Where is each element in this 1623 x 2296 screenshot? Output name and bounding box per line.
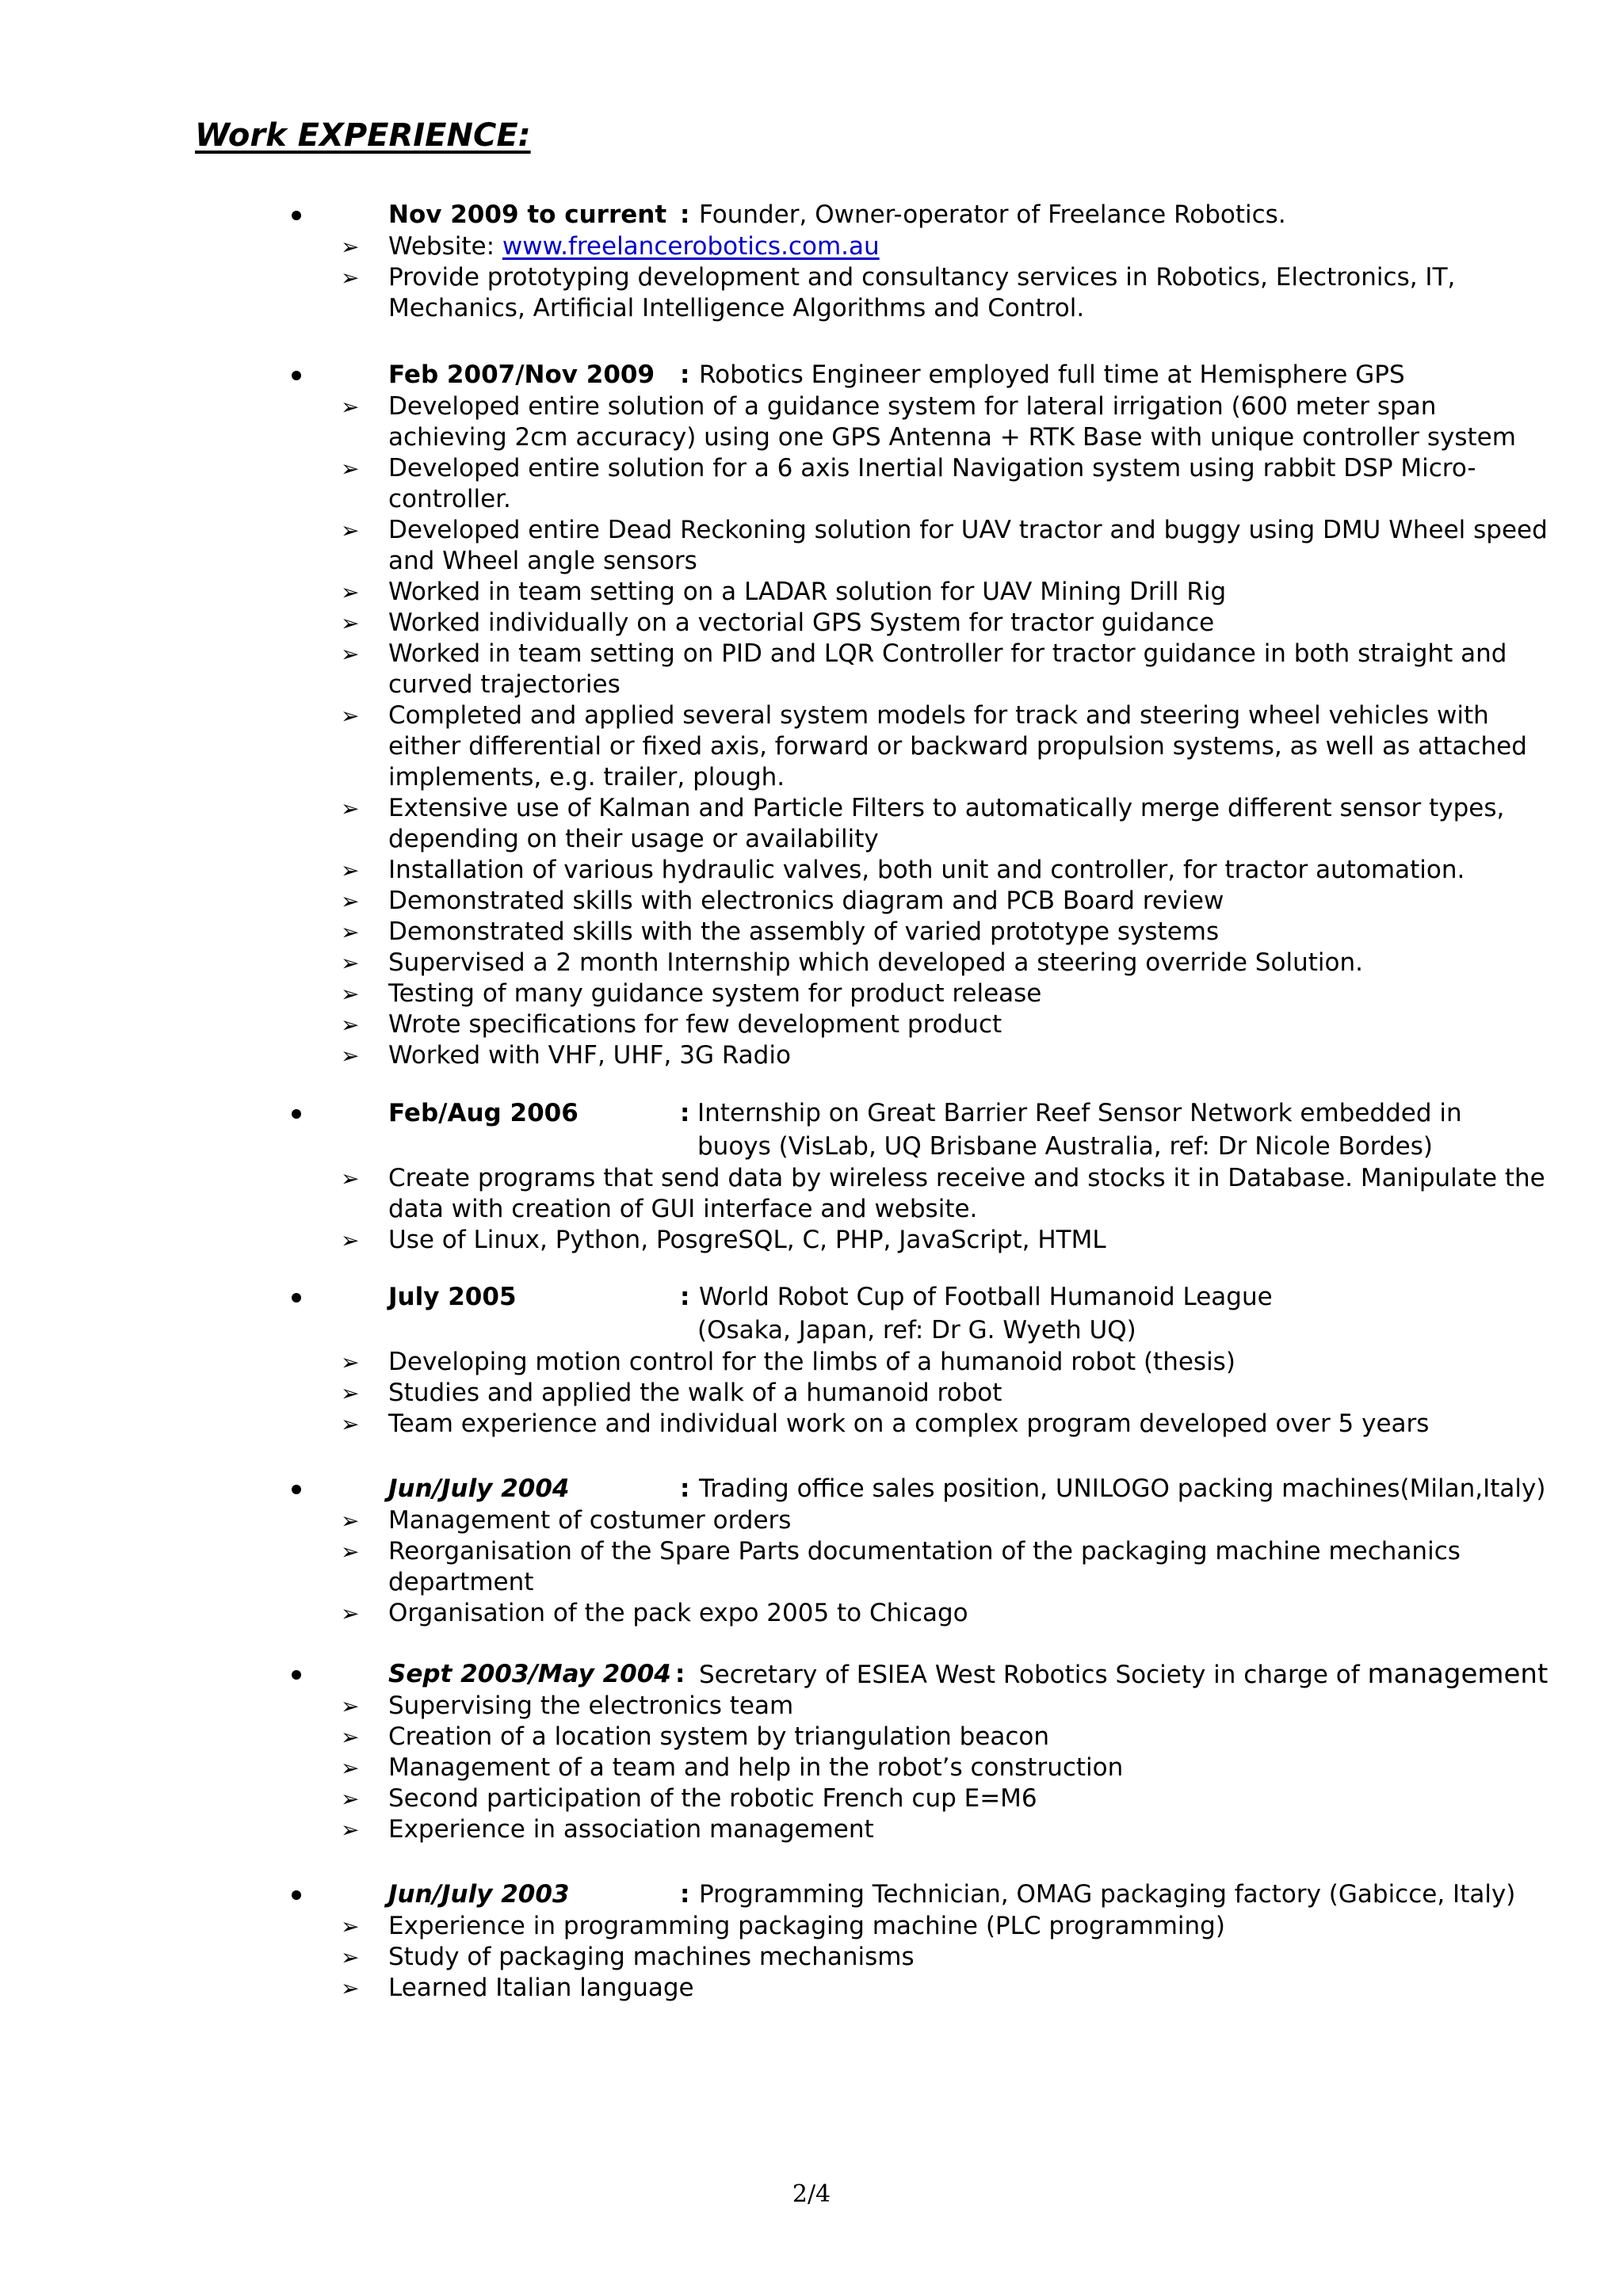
entry-date: Nov 2009 to current — [388, 200, 667, 229]
list-item — [0, 917, 1623, 948]
list-item — [0, 1163, 1623, 1225]
list-item-text: Wrote specifications for few development product — [388, 1010, 1002, 1039]
entry-title — [699, 1657, 1548, 1691]
list-item-text: Create programs that send data by wireless receive and stocks it in Database. Manipulate the data with creation of GUI interface and website. — [388, 1164, 1545, 1223]
bullet-dot-icon — [292, 1485, 301, 1494]
entry-colon: : — [680, 200, 690, 229]
list-item — [0, 1505, 1623, 1536]
entry-unilogo — [0, 1472, 1623, 1629]
list-item-text: Developed entire Dead Reckoning solution for UAV tractor and buggy using DMU Wheel speed and Wheel angle sensors — [388, 516, 1548, 575]
list-item-text: Worked with VHF, UHF, 3G Radio — [388, 1041, 791, 1070]
entry-colon: : — [680, 1474, 690, 1503]
list-item — [0, 700, 1623, 793]
arrowhead-bullet-icon: ➢ — [341, 1380, 360, 1406]
entry-item-list — [0, 1505, 1623, 1629]
entry-title-continued: buoys (VisLab, UQ Brisbane Australia, ref: Dr Nicole Bordes) — [697, 1132, 1433, 1161]
list-item — [0, 855, 1623, 886]
arrowhead-bullet-icon: ➢ — [341, 795, 360, 822]
list-item — [0, 1409, 1623, 1440]
entry-date: Jun/July 2004 — [388, 1474, 570, 1503]
arrowhead-bullet-icon: ➢ — [341, 579, 360, 605]
entry-date: Jun/July 2003 — [388, 1880, 570, 1909]
page-number: 2/4 — [792, 2180, 831, 2208]
list-item — [0, 1347, 1623, 1378]
list-item-text: Supervised a 2 month Internship which developed a steering override Solution. — [388, 948, 1363, 977]
section-heading: Work EXPERIENCE: — [195, 117, 531, 154]
list-item-text: Demonstrated skills with the assembly of varied prototype systems — [388, 917, 1220, 946]
list-item — [0, 793, 1623, 855]
bullet-dot-icon — [292, 1890, 301, 1900]
arrowhead-bullet-icon: ➢ — [341, 234, 360, 260]
entry-header — [0, 1097, 1623, 1163]
entry-colon: : — [680, 1880, 690, 1909]
list-item — [0, 1942, 1623, 1973]
arrowhead-bullet-icon: ➢ — [341, 703, 360, 729]
bullet-dot-icon — [292, 1293, 301, 1302]
list-item-text: Management of costumer orders — [388, 1506, 792, 1535]
arrowhead-bullet-icon: ➢ — [341, 517, 360, 543]
list-item-text: Worked in team setting on a LADAR solution for UAV Mining Drill Rig — [388, 578, 1227, 606]
list-item — [0, 1814, 1623, 1845]
list-item — [0, 1911, 1623, 1942]
arrowhead-bullet-icon: ➢ — [341, 1693, 360, 1719]
entry-title-continued: (Osaka, Japan, ref: Dr G. Wyeth UQ) — [697, 1316, 1136, 1344]
arrowhead-bullet-icon: ➢ — [341, 1508, 360, 1534]
arrowhead-bullet-icon: ➢ — [341, 394, 360, 420]
entry-header — [0, 1878, 1623, 1911]
entry-title: World Robot Cup of Football Humanoid League — [699, 1283, 1273, 1311]
list-item-text: Extensive use of Kalman and Particle Filters to automatically merge different sensor types, depending on their usage or availability — [388, 794, 1505, 853]
arrowhead-bullet-icon: ➢ — [341, 456, 360, 482]
entry-colon: : — [680, 1283, 690, 1311]
list-item — [0, 1691, 1623, 1722]
arrowhead-bullet-icon: ➢ — [341, 919, 360, 945]
entry-header — [0, 1657, 1623, 1691]
entry-header — [0, 198, 1623, 231]
list-item — [0, 453, 1623, 515]
list-item — [0, 1536, 1623, 1598]
entry-title: Trading office sales position, UNILOGO packing machines(Milan,Italy) — [699, 1474, 1546, 1503]
arrowhead-bullet-icon: ➢ — [341, 610, 360, 636]
entry-date: Sept 2003/May 2004 — [388, 1660, 671, 1688]
list-item-text: Developing motion control for the limbs of a humanoid robot (thesis) — [388, 1348, 1235, 1376]
list-item — [0, 1783, 1623, 1814]
entry-hemisphere-gps — [0, 358, 1623, 1071]
list-item — [0, 231, 1623, 262]
list-item — [0, 978, 1623, 1009]
arrowhead-bullet-icon: ➢ — [341, 1539, 360, 1565]
list-item-text: Organisation of the pack expo 2005 to Chicago — [388, 1599, 968, 1627]
entry-vislab-internship — [0, 1097, 1623, 1256]
entry-esiea-robotics — [0, 1657, 1623, 1845]
list-item — [0, 608, 1623, 639]
list-item-text: Studies and applied the walk of a humanoid robot — [388, 1379, 1002, 1407]
list-item-text: Learned Italian language — [388, 1974, 694, 2002]
website-link[interactable]: www.freelancerobotics.com.au — [502, 232, 880, 261]
list-item-text: Completed and applied several system models for track and steering wheel vehicles with either differential or fixed axis, forward or backward propulsion systems, as well as attached implements, e.g. trailer, plough. — [388, 701, 1527, 791]
entry-item-list — [0, 1911, 1623, 2004]
arrowhead-bullet-icon: ➢ — [341, 888, 360, 914]
arrowhead-bullet-icon: ➢ — [341, 1012, 360, 1038]
entry-title: Robotics Engineer employed full time at Hemisphere GPS — [699, 360, 1405, 389]
list-item — [0, 1009, 1623, 1040]
list-item-text: Creation of a location system by triangulation beacon — [388, 1722, 1049, 1751]
list-item-text: Demonstrated skills with electronics diagram and PCB Board review — [388, 887, 1224, 915]
list-item-text: Reorganisation of the Spare Parts documentation of the packaging machine mechanics department — [388, 1537, 1461, 1596]
list-item-text: Developed entire solution for a 6 axis Inertial Navigation system using rabbit DSP Micro-controller. — [388, 454, 1476, 513]
entry-colon: : — [680, 1099, 690, 1127]
list-item-text: Use of Linux, Python, PosgreSQL, C, PHP, JavaScript, HTML — [388, 1226, 1106, 1254]
entry-date: Feb/Aug 2006 — [388, 1099, 579, 1127]
list-item — [0, 577, 1623, 608]
arrowhead-bullet-icon: ➢ — [341, 857, 360, 883]
list-item — [0, 515, 1623, 577]
list-item-text: Management of a team and help in the robot’s construction — [388, 1753, 1124, 1782]
entry-item-list — [0, 1163, 1623, 1256]
list-item — [0, 1973, 1623, 2004]
list-item-text: Experience in programming packaging machine (PLC programming) — [388, 1912, 1225, 1940]
entry-title: Internship on Great Barrier Reef Sensor Network embedded in — [697, 1099, 1462, 1127]
arrowhead-bullet-icon: ➢ — [341, 1600, 360, 1627]
arrowhead-bullet-icon: ➢ — [341, 981, 360, 1007]
arrowhead-bullet-icon: ➢ — [341, 1724, 360, 1750]
arrowhead-bullet-icon: ➢ — [341, 1786, 360, 1812]
entry-item-list — [0, 1691, 1623, 1845]
entry-date: July 2005 — [388, 1283, 517, 1311]
arrowhead-bullet-icon: ➢ — [341, 1349, 360, 1375]
list-item — [0, 639, 1623, 700]
entry-freelance-robotics — [0, 198, 1623, 324]
entry-omag — [0, 1878, 1623, 2004]
list-item-text: Developed entire solution of a guidance system for lateral irrigation (600 meter span achieving 2cm accuracy) using one GPS Antenna + RTK Base with unique controller system — [388, 392, 1516, 452]
list-item-text: Team experience and individual work on a complex program developed over 5 years — [388, 1409, 1430, 1438]
list-item-text: Supervising the electronics team — [388, 1691, 794, 1720]
arrowhead-bullet-icon: ➢ — [341, 1755, 360, 1781]
arrowhead-bullet-icon: ➢ — [341, 1165, 360, 1192]
website-label: Website: — [388, 232, 502, 261]
list-item-text: Experience in association management — [388, 1815, 874, 1844]
entry-date: Feb 2007/Nov 2009 — [388, 360, 655, 389]
arrowhead-bullet-icon: ➢ — [341, 1975, 360, 2001]
list-item — [0, 1225, 1623, 1256]
entry-title-tail: management — [1367, 1658, 1549, 1690]
list-item-text: Worked in team setting on PID and LQR Controller for tractor guidance in both straight and curved trajectories — [388, 639, 1507, 699]
bullet-dot-icon — [292, 371, 301, 380]
arrowhead-bullet-icon: ➢ — [341, 641, 360, 667]
entry-header — [0, 1280, 1623, 1347]
list-item-text: Provide prototyping development and consultancy services in Robotics, Electronics, IT, Mechanics, Artificial Intelligence Algorithms and Control. — [388, 263, 1456, 322]
list-item — [0, 1040, 1623, 1071]
list-item — [0, 948, 1623, 978]
list-item — [0, 1598, 1623, 1629]
arrowhead-bullet-icon: ➢ — [341, 1944, 360, 1970]
arrowhead-bullet-icon: ➢ — [341, 1817, 360, 1843]
list-item — [0, 262, 1623, 324]
arrowhead-bullet-icon: ➢ — [341, 1411, 360, 1437]
list-item-text: Worked individually on a vectorial GPS System for tractor guidance — [388, 608, 1215, 637]
list-item-text: Installation of various hydraulic valves, both unit and controller, for tractor automation. — [388, 856, 1465, 884]
list-item-text: Testing of many guidance system for product release — [388, 979, 1042, 1008]
entry-item-list — [0, 391, 1623, 1071]
entry-item-list — [0, 1347, 1623, 1440]
bullet-dot-icon — [292, 1670, 301, 1680]
arrowhead-bullet-icon: ➢ — [341, 1043, 360, 1069]
entry-title-text: Secretary of ESIEA West Robotics Society in charge of — [699, 1661, 1360, 1689]
list-item-text: Study of packaging machines mechanisms — [388, 1943, 915, 1971]
entry-robocup — [0, 1280, 1623, 1440]
list-item — [0, 1378, 1623, 1409]
list-item — [0, 1722, 1623, 1753]
entry-title: Founder, Owner-operator of Freelance Robotics. — [699, 200, 1286, 229]
entry-item-list — [0, 231, 1623, 324]
bullet-dot-icon — [292, 1109, 301, 1119]
arrowhead-bullet-icon: ➢ — [341, 950, 360, 976]
list-item — [0, 886, 1623, 917]
bullet-dot-icon — [292, 211, 301, 220]
entry-colon: : — [680, 360, 690, 389]
entry-title: Programming Technician, OMAG packaging factory (Gabicce, Italy) — [699, 1880, 1516, 1909]
list-item — [0, 1753, 1623, 1783]
arrowhead-bullet-icon: ➢ — [341, 1913, 360, 1939]
arrowhead-bullet-icon: ➢ — [341, 1227, 360, 1253]
entry-colon: : — [675, 1660, 685, 1688]
list-item — [0, 391, 1623, 453]
entry-header — [0, 1472, 1623, 1505]
entry-header — [0, 358, 1623, 391]
list-item-text: Second participation of the robotic French cup E=M6 — [388, 1784, 1037, 1813]
arrowhead-bullet-icon: ➢ — [341, 265, 360, 291]
